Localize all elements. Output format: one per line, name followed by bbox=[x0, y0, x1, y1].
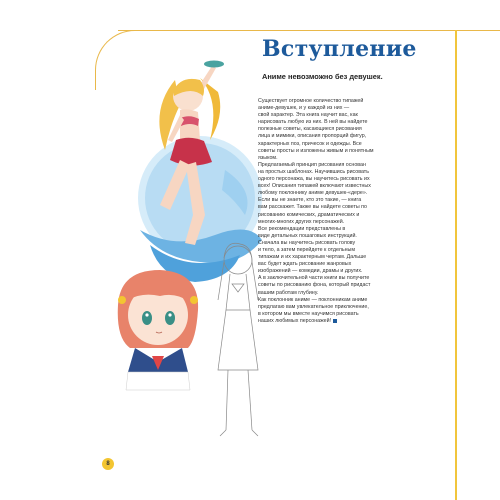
body-line: наших любимых персонажей! bbox=[258, 318, 418, 325]
body-line: Существует огромное количество типажей bbox=[258, 98, 364, 104]
body-line: нарисовать любую из них. В ней вы найдете bbox=[258, 119, 368, 126]
body-line: многих-многих других персонажей. bbox=[258, 218, 345, 225]
body-line: характерных поз, причесок и одежды. Все bbox=[258, 140, 362, 147]
body-line: вашим работам глубину. bbox=[258, 289, 319, 296]
body-line: советы по рисованию фона, который придаст bbox=[258, 282, 371, 289]
body-line: рисованию комических, драматических и bbox=[258, 211, 360, 218]
body-line: всех! Описания типажей включают известных bbox=[258, 183, 371, 190]
end-square-icon bbox=[333, 319, 337, 323]
page-subtitle: Аниме невозможно без девушек. bbox=[262, 72, 383, 81]
body-line: Сначала вы научитесь рисовать голову bbox=[258, 239, 356, 246]
body-line: вас будет ждать рисование жанровых bbox=[258, 261, 352, 268]
page-number-badge bbox=[102, 458, 114, 470]
body-line: типажам и их характерным чертам. Дальше bbox=[258, 254, 367, 261]
body-line: любому поклоннику аниме девушек-«дере». bbox=[258, 190, 368, 197]
body-line: полезные советы, касающиеся рисования bbox=[258, 126, 362, 133]
red-hair-girl-illustration bbox=[118, 270, 198, 390]
body-line: одного персонажа, вы научитесь рисовать их bbox=[258, 176, 370, 183]
body-line: советы просты и изложены живым и понятным bbox=[258, 147, 374, 154]
body-line: свой характер. Эта книга научит вас, как bbox=[258, 112, 358, 119]
body-line: языком. bbox=[258, 154, 278, 161]
body-line: вам расскажет. Также вы найдете советы по bbox=[258, 204, 367, 211]
page-title: Вступление bbox=[262, 36, 417, 62]
body-line: виде детальных пошаговых инструкций. bbox=[258, 232, 357, 239]
body-line: Как поклонник аниме — поклонникам аниме bbox=[258, 296, 368, 303]
body-line: в котором мы вместе научимся рисовать bbox=[258, 310, 359, 317]
body-line: лица и мимики, описания пропорций фигур, bbox=[258, 133, 367, 140]
body-line: Если вы не знаете, кто это такие, — книга bbox=[258, 197, 362, 204]
body-line: и тело, а затем перейдете к отдельным bbox=[258, 246, 355, 253]
body-line: А в заключительной части книги вы получите bbox=[258, 275, 370, 282]
page-number: 8 bbox=[106, 461, 110, 467]
body-line: изображений — комедии, драмы и других. bbox=[258, 268, 363, 275]
body-line: предлагаю вам увлекательное приключение, bbox=[258, 303, 369, 310]
body-line: на простых шаблонах. Научившись рисовать bbox=[258, 168, 369, 175]
body-line: Все рекомендации представлены в bbox=[258, 225, 346, 232]
body-text bbox=[258, 98, 418, 325]
body-line: Предлагаемый принцип рисования основан bbox=[258, 161, 366, 168]
body-line: аниме-девушек, и у каждой из них — bbox=[258, 105, 350, 112]
